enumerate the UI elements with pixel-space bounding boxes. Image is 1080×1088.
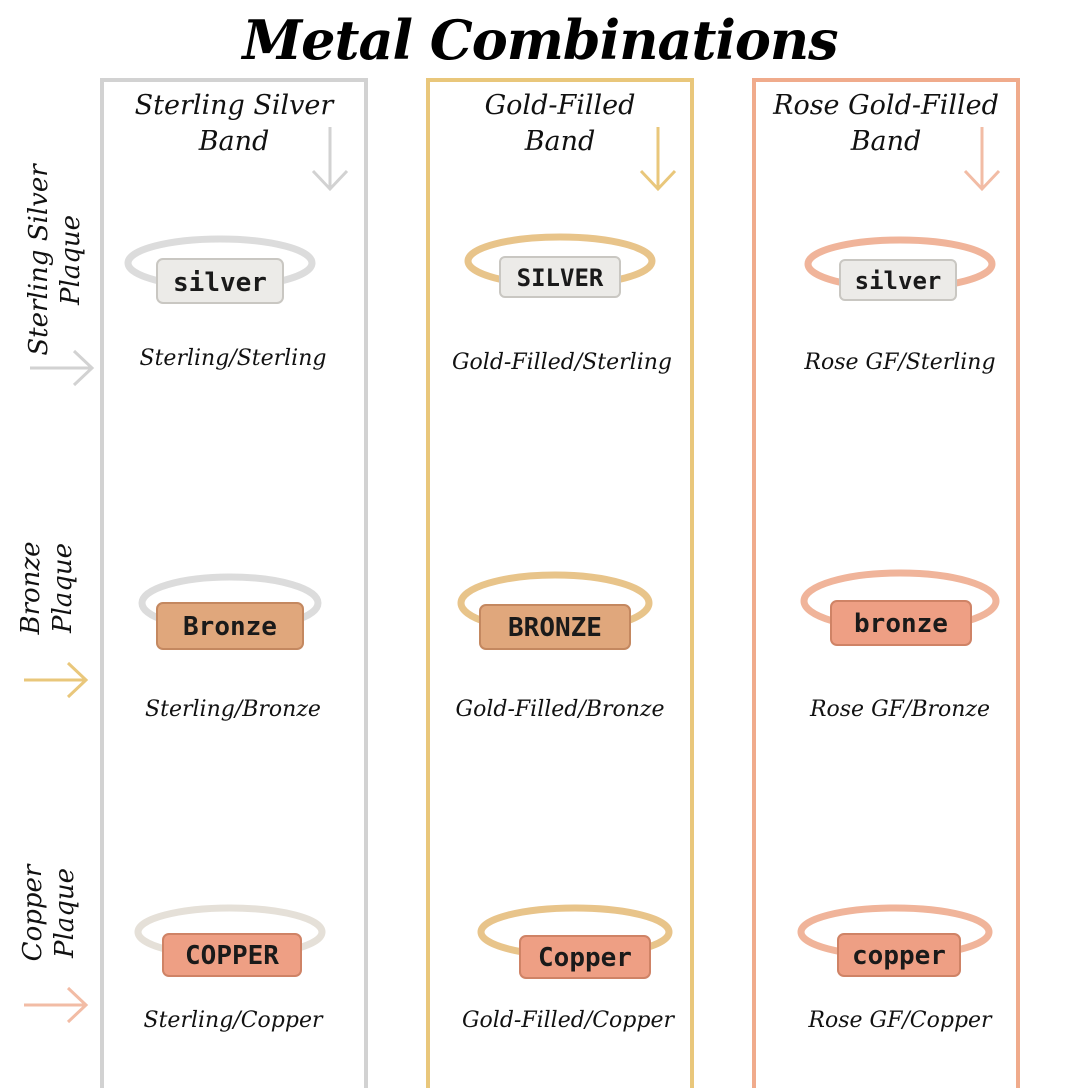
ring-image: [455, 215, 665, 335]
caption-gold-filled-copper: Gold-Filled/Copper: [461, 1008, 675, 1033]
plaque-stamp: copper: [852, 941, 946, 971]
caption-rose-gf-sterling: Rose GF/Sterling: [804, 350, 996, 375]
caption-gold-filled-sterling: Gold-Filled/Sterling: [451, 350, 673, 375]
caption-sterling-sterling: Sterling/Sterling: [139, 346, 327, 371]
row-label-bronze-plaque: Bronze Plaque: [16, 541, 78, 635]
row-label-copper-plaque: Copper Plaque: [18, 864, 80, 962]
caption-sterling-copper: Sterling/Copper: [143, 1008, 323, 1033]
plaque-stamp: Copper: [538, 943, 632, 973]
ring-image: [450, 555, 660, 675]
down-arrow-icon: [962, 125, 1002, 195]
page-title: Metal Combinations: [242, 8, 838, 72]
plaque-stamp: BRONZE: [508, 613, 602, 643]
plaque-stamp: silver: [173, 268, 267, 298]
caption-sterling-bronze: Sterling/Bronze: [145, 697, 321, 722]
column-header-sterling: Sterling Silver Band: [134, 90, 334, 157]
column-header-rose-gold-filled: Rose Gold-Filled Band: [773, 90, 999, 157]
ring-image: [790, 900, 1000, 1020]
right-arrow-icon: [22, 985, 92, 1025]
plaque-stamp: Bronze: [183, 612, 277, 642]
plaque-stamp: silver: [854, 267, 942, 295]
caption-rose-gf-bronze: Rose GF/Bronze: [809, 697, 991, 722]
column-header-gold-filled: Gold-Filled Band: [484, 90, 636, 157]
ring-image: [115, 215, 325, 335]
plaque-stamp: COPPER: [185, 941, 279, 971]
down-arrow-icon: [310, 125, 350, 195]
ring-image: [795, 553, 1005, 673]
row-label-sterling-silver-plaque: Sterling Silver Plaque: [24, 164, 86, 356]
ring-image: [795, 218, 1005, 338]
down-arrow-icon: [638, 125, 678, 195]
right-arrow-icon: [22, 660, 92, 700]
ring-image: [470, 900, 680, 1020]
plaque-stamp: SILVER: [516, 264, 604, 292]
ring-image: [125, 900, 335, 1020]
caption-rose-gf-copper: Rose GF/Copper: [808, 1008, 992, 1033]
ring-image: [115, 555, 325, 675]
caption-gold-filled-bronze: Gold-Filled/Bronze: [455, 697, 665, 722]
plaque-stamp: bronze: [854, 609, 948, 639]
